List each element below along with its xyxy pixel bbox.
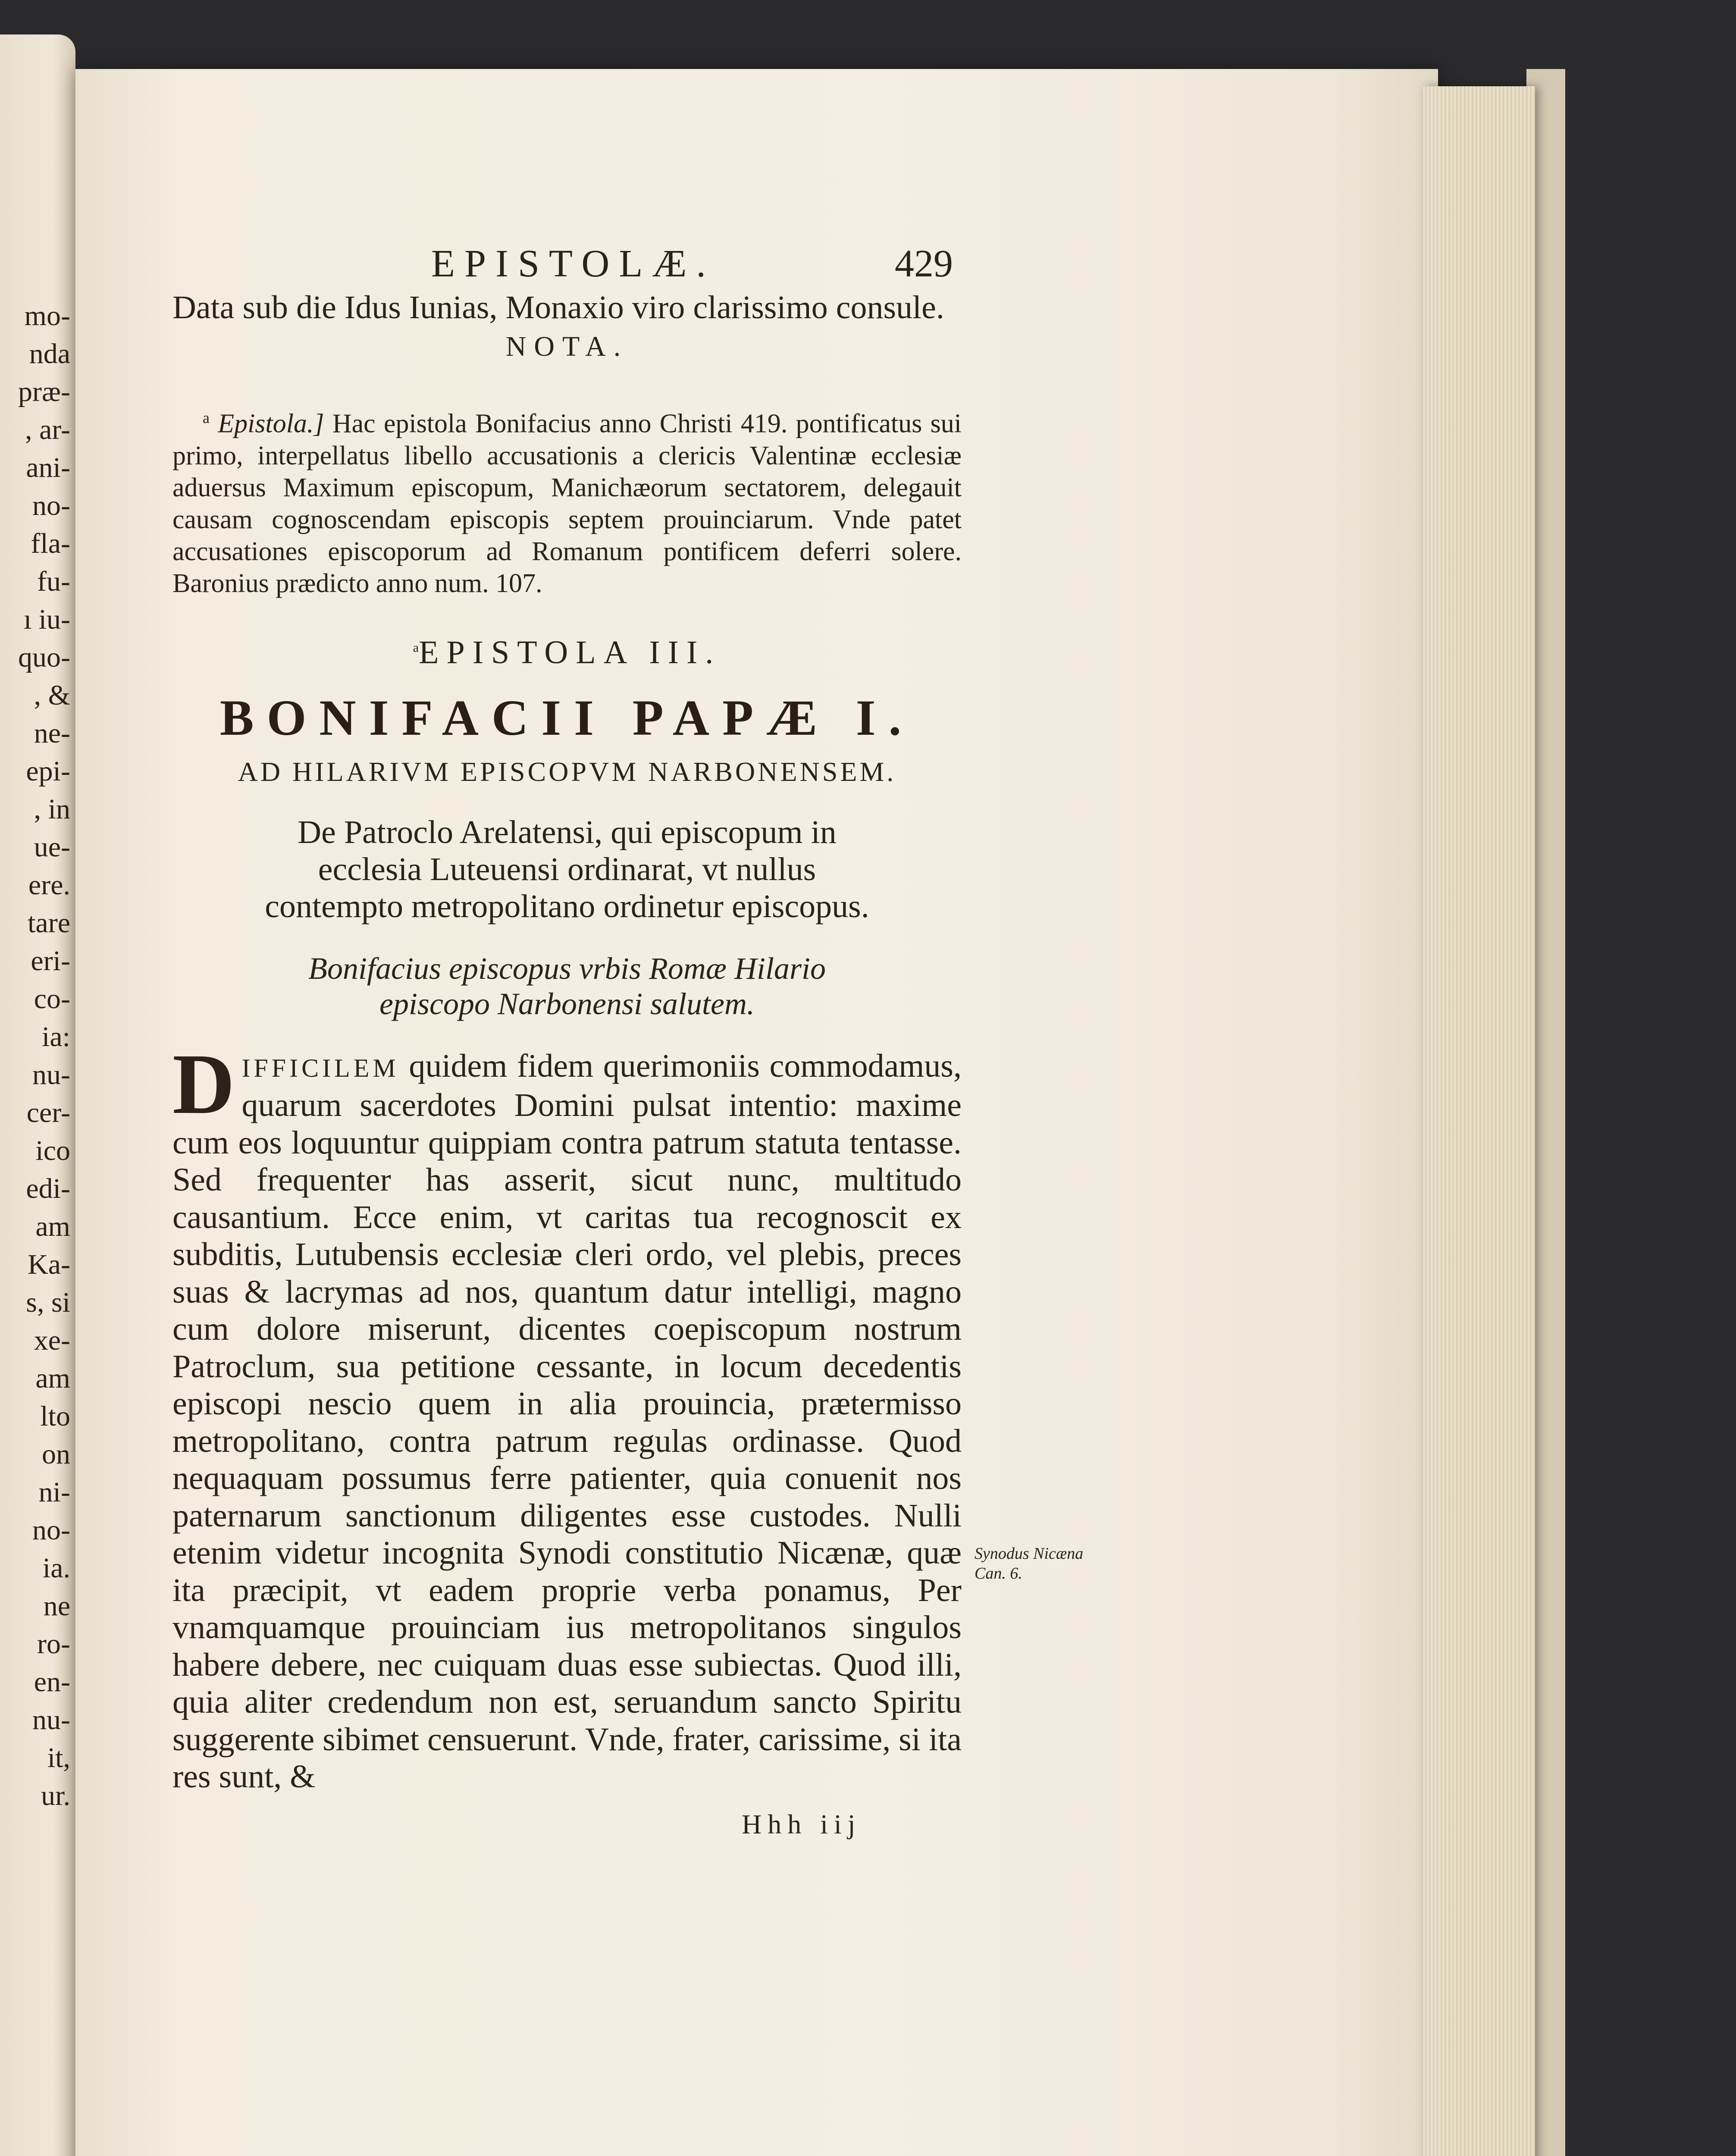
left-page-fragment: co-	[34, 983, 70, 1015]
left-page-fragment: ere.	[28, 869, 70, 901]
note-text: Hac epistola Bonifacius anno Christi 419. pontificatus sui primo, interpellatus libello accusationis a clericis Valentinæ ecclesiæ aduersus Maximum episcopum, Manichæorum sectatorem, delegauit causam cognoscendam episcopis septem prouinciarum. Vnde patet accusationes episcoporum ad Romanum pontificem deferri solere. Baronius prædicto anno num. 107.	[172, 409, 962, 598]
dating-line: Data sub die Idus Iunias, Monaxio viro clarissimo consule.	[172, 289, 944, 326]
epistle-salutation: Bonifacius episcopus vrbis Romæ Hilario episcopo Narbonensi salutem.	[308, 951, 826, 1021]
left-page-fragment: fla-	[31, 528, 70, 559]
epistle-address: AD HILARIVM EPISCOPVM NARBONENSEM.	[238, 756, 896, 787]
page-number: 429	[895, 242, 953, 285]
left-page-fragment: tare	[28, 907, 70, 939]
left-page-fragment: nda	[29, 338, 70, 370]
epistle-summary: De Patroclo Arelatensi, qui episcopum in ecclesia Luteuensi ordinarat, vt nullus contempto metropolitano ordinetur episcopus.	[265, 814, 869, 924]
left-page-fragment: s, si	[26, 1287, 70, 1318]
left-page-fragment: no-	[32, 1514, 70, 1546]
left-page-fragment: præ-	[18, 376, 70, 407]
epistle-number-text: EPISTOLA III.	[419, 634, 721, 671]
left-page-fragment: mo-	[24, 300, 70, 332]
left-page-fragment: ani-	[26, 452, 70, 483]
left-page-fragment: Ka-	[28, 1249, 70, 1280]
note-paragraph	[172, 402, 962, 599]
epistle-text: quidem fidem querimoniis commodamus, quarum sacerdotes Domini pulsat intentio: maxime cum eos loquuntur quippiam contra patrum statuta tentasse. Sed frequenter has asserit, sicut nunc, multitudo causantium. Ecce enim, vt caritas tua recognoscit ex subditis, Lutubensis ecclesiæ cleri ordo, vel plebis, preces suas & lacrymas ad nos, quantum datur intelligi, magno cum dolore miserunt, dicentes coepiscopum nostrum Patroclum, sua petitione cessante, in locum decedentis episcopi nescio quem in alia prouincia, prætermisso metropolitano, contra patrum regulas ordinasse. Quod nequaquam possumus ferre patienter, quia conuenit nos paternarum sanctionum diligentes esse custodes. Nulli etenim videtur incognita Synodi constitutio Nicænæ, quæ ita præcipit, vt eadem proprie verba ponamus, Per vnamquamque prouinciam ius metropolitanos singulos habere debere, nec cuiquam duas esse subiectas. Quod illi, quia aliter credendum non est, seruandum sancto Spiritu suggerente sibimet censuerunt. Vnde, frater, carissime, si ita res sunt, &	[172, 1047, 962, 1795]
left-page-fragment: am	[35, 1211, 70, 1242]
left-page-fragment: quo-	[18, 642, 70, 673]
running-head	[172, 241, 962, 289]
left-page-fragment: nu-	[32, 1704, 70, 1736]
margin-note: Synodus Nicæna Can. 6.	[975, 1545, 1084, 1583]
left-page-fragment: cer-	[26, 1097, 70, 1128]
left-page-fragment: ia.	[42, 1552, 70, 1584]
left-page-fragment: epi-	[26, 755, 70, 787]
left-page-fragment: nu-	[32, 1059, 70, 1091]
left-page-fragment: eri-	[31, 945, 70, 977]
left-page-fragment: on	[42, 1438, 70, 1470]
nota-heading: NOTA.	[505, 331, 629, 362]
left-page-fragment: ia:	[42, 1021, 70, 1053]
epistle-author: BONIFACII PAPÆ I.	[219, 689, 915, 746]
left-page-fragment: ne	[43, 1590, 70, 1622]
running-title: EPISTOLÆ.	[431, 242, 715, 285]
left-page-fragment: , &	[34, 680, 70, 711]
left-page-fragment: no-	[32, 490, 70, 521]
left-facing-page	[0, 34, 75, 2156]
left-page-fragment: ne-	[34, 718, 70, 749]
left-page-fragment: ro-	[37, 1628, 70, 1660]
left-page-fragment: ni-	[38, 1476, 70, 1508]
left-page-fragment: ur.	[41, 1780, 70, 1811]
left-page-fragment: en-	[34, 1666, 70, 1698]
signature-mark: Hhh iij	[742, 1808, 862, 1839]
first-word: IFFICILEM	[241, 1053, 399, 1082]
note-reference: Epistola.]	[218, 409, 324, 439]
note-marker: a	[203, 409, 210, 426]
left-page-fragment: ı iu-	[23, 604, 70, 635]
left-page-fragment: ico	[35, 1135, 70, 1166]
epistle-marker: a	[413, 640, 419, 655]
left-page-fragment: , ar-	[25, 414, 70, 445]
epistle-body	[172, 1036, 962, 1796]
epistle-number	[172, 634, 962, 671]
left-page-fragment: edi-	[26, 1173, 70, 1204]
left-page-fragment: fu-	[37, 566, 70, 597]
left-page-fragment: , in	[34, 793, 70, 825]
page-block-edge	[1423, 86, 1535, 2156]
left-page-fragment: am	[35, 1363, 70, 1394]
left-page-fragment: xe-	[34, 1325, 70, 1356]
left-page-fragment: it,	[47, 1742, 70, 1774]
left-page-fragment: ue-	[34, 831, 70, 863]
left-page-fragment: lto	[40, 1401, 70, 1432]
page-content	[172, 241, 962, 1840]
drop-cap: D	[172, 1036, 235, 1132]
